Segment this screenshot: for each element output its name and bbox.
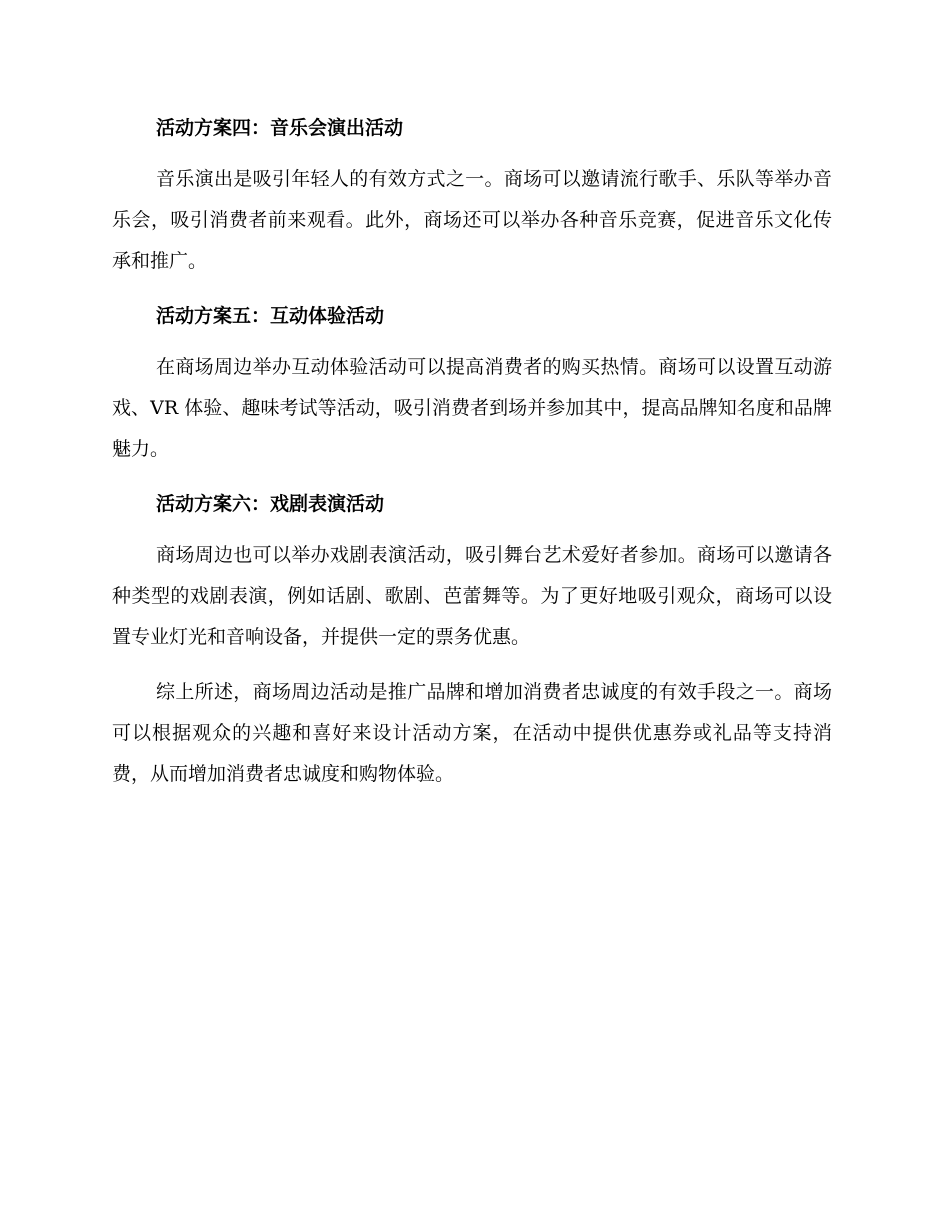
document-body — [112, 108, 832, 795]
spacer — [112, 148, 832, 159]
section-paragraph-interactive: 在商场周边举办互动体验活动可以提高消费者的购买热情。商场可以设置互动游戏、VR 体验、趣味考试等活动，吸引消费者到场并参加其中，提高品牌知名度和品牌魅力。 — [112, 356, 832, 460]
section-heading-drama: 活动方案六：戏剧表演活动 — [156, 493, 385, 515]
section-heading-interactive: 活动方案五：互动体验活动 — [156, 305, 385, 327]
conclusion-paragraph: 综上所述，商场周边活动是推广品牌和增加消费者忠诚度的有效手段之一。商场可以根据观众的兴趣和喜好来设计活动方案，在活动中提供优惠券或礼品等支持消费，从而增加消费者忠诚度和购物体验。 — [112, 681, 832, 785]
spacer — [112, 282, 832, 296]
section-paragraph-drama: 商场周边也可以举办戏剧表演活动，吸引舞台艺术爱好者参加。商场可以邀请各种类型的戏剧表演，例如话剧、歌剧、芭蕾舞等。为了更好地吸引观众，商场可以设置专业灯光和音响设备，并提供一定的票务优惠。 — [112, 544, 832, 648]
spacer — [112, 470, 832, 484]
spacer — [112, 336, 832, 347]
spacer — [112, 658, 832, 672]
section-paragraph-concert: 音乐演出是吸引年轻人的有效方式之一。商场可以邀请流行歌手、乐队等举办音乐会，吸引消费者前来观看。此外，商场还可以举办各种音乐竞赛，促进音乐文化传承和推广。 — [112, 168, 832, 272]
spacer — [112, 524, 832, 535]
section-heading-concert: 活动方案四：音乐会演出活动 — [156, 117, 404, 139]
